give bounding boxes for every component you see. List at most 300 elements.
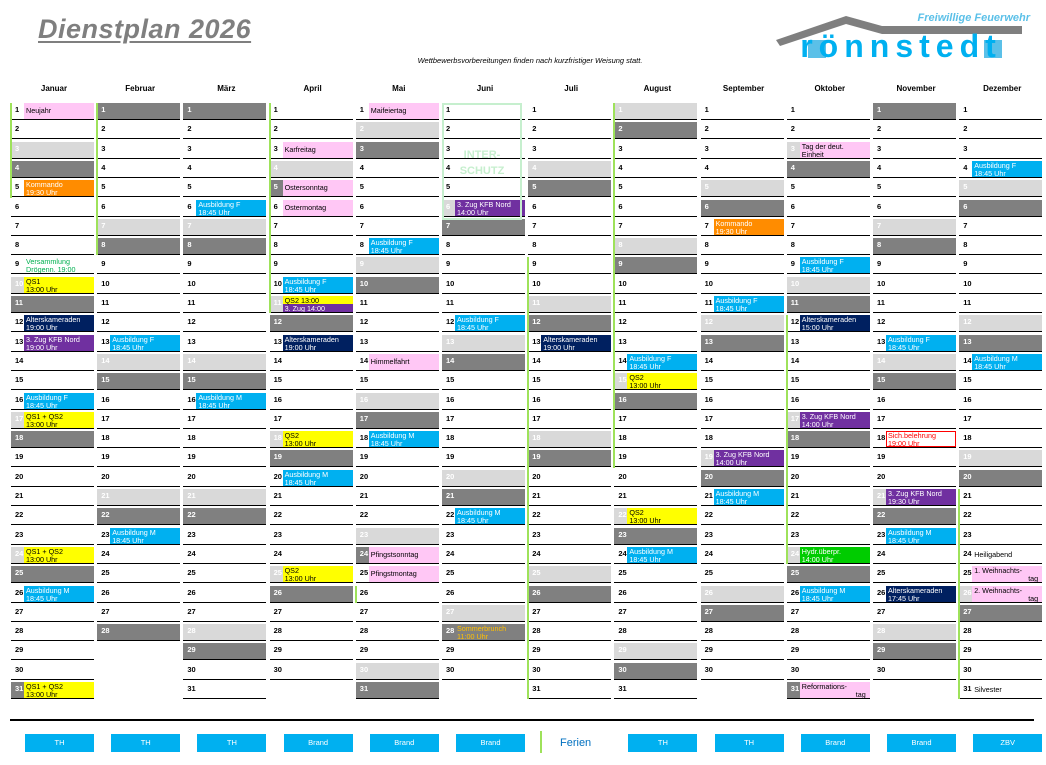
day-number: 4 <box>790 162 795 172</box>
day-cell <box>528 103 611 120</box>
day-number: 22 <box>187 510 196 520</box>
day-cell <box>701 103 784 120</box>
event-label: Ausbildung F 18:45 Uhr <box>112 334 155 352</box>
day-cell <box>11 354 94 371</box>
day-cell <box>270 412 353 429</box>
day-cell <box>270 547 353 564</box>
event-label: Ostersonntag <box>284 183 328 193</box>
day-number: 15 <box>101 375 110 385</box>
day-cell <box>183 450 266 467</box>
day-number: 27 <box>877 606 886 616</box>
day-number: 30 <box>273 664 282 674</box>
day-number: 2 <box>359 124 364 134</box>
day-cell <box>356 257 439 274</box>
day-cell <box>442 257 525 274</box>
day-number: 18 <box>273 433 282 443</box>
day-cell <box>614 431 697 448</box>
event-label: Alterskameraden 17:45 Uhr <box>888 585 943 603</box>
day-number: 13 <box>963 336 972 346</box>
day-number: 3 <box>532 143 537 153</box>
day-number: 10 <box>101 278 110 288</box>
day-cell <box>356 277 439 294</box>
day-number: 14 <box>446 355 455 365</box>
day-cell <box>614 624 697 641</box>
event-label: Versammlung Drögenn. 19:00 <box>26 257 76 275</box>
day-cell <box>701 566 784 583</box>
day-number: 18 <box>790 433 800 443</box>
day-number: 6 <box>877 201 882 211</box>
day-cell <box>11 586 94 603</box>
day-number: 7 <box>359 220 364 230</box>
day-number: 28 <box>359 626 369 636</box>
day-cell <box>959 431 1042 448</box>
day-cell <box>270 586 353 603</box>
day-number: 11 <box>101 298 110 307</box>
day-number: 25 <box>790 568 800 578</box>
legend-badge: TH <box>715 734 784 752</box>
day-cell <box>787 605 870 622</box>
day-number: 16 <box>618 394 627 404</box>
day-cell <box>442 142 525 159</box>
day-number: 9 <box>359 259 364 269</box>
day-cell <box>183 643 266 660</box>
day-number: 12 <box>446 317 455 327</box>
month-header-november: November <box>896 84 936 93</box>
day-cell <box>787 335 870 352</box>
day-number: 14 <box>963 355 972 365</box>
day-cell <box>614 566 697 583</box>
day-number: 3 <box>618 143 623 153</box>
day-cell <box>873 393 956 410</box>
day-cell <box>270 103 353 120</box>
day-number: 5 <box>446 182 451 192</box>
day-cell <box>873 257 956 274</box>
day-number: 16 <box>446 394 455 404</box>
day-number: 7 <box>446 220 451 230</box>
day-cell <box>528 122 611 139</box>
day-number: 2 <box>877 124 882 134</box>
day-number: 6 <box>704 201 709 211</box>
ferien-legend-bar <box>540 731 542 753</box>
day-number: 20 <box>15 471 24 481</box>
day-number: 10 <box>963 278 972 288</box>
day-number: 8 <box>101 240 106 250</box>
day-cell <box>787 586 870 603</box>
day-cell <box>356 643 439 660</box>
day-number: 24 <box>446 548 455 558</box>
day-cell <box>442 605 525 622</box>
day-number: 2 <box>790 124 795 134</box>
day-number: 27 <box>359 606 369 616</box>
day-number: 25 <box>963 568 972 578</box>
day-cell <box>787 122 870 139</box>
day-cell <box>270 566 353 583</box>
day-number: 1 <box>446 105 451 114</box>
day-cell <box>959 142 1042 159</box>
day-cell <box>442 431 525 448</box>
day-number: 30 <box>187 664 196 674</box>
day-number: 9 <box>963 259 968 269</box>
day-cell <box>11 257 94 274</box>
day-cell <box>528 315 611 332</box>
day-cell <box>528 470 611 487</box>
day-number: 6 <box>359 201 364 211</box>
day-cell <box>356 219 439 236</box>
event-label: QS2 13:00 Uhr <box>629 373 661 391</box>
event-label: Ausbildung M 18:45 Uhr <box>198 392 242 410</box>
day-number: 8 <box>704 240 709 250</box>
day-cell <box>270 489 353 506</box>
day-cell <box>183 470 266 487</box>
day-number: 8 <box>877 240 882 250</box>
day-number: 20 <box>963 471 972 481</box>
day-cell <box>270 624 353 641</box>
day-number: 17 <box>532 413 541 423</box>
day-number: 3 <box>187 143 192 153</box>
day-cell <box>11 489 94 506</box>
day-cell <box>959 238 1042 255</box>
day-number: 5 <box>15 182 20 192</box>
day-number: 15 <box>618 375 627 385</box>
day-number: 13 <box>790 336 800 346</box>
day-number: 12 <box>704 317 713 327</box>
day-cell <box>787 219 870 236</box>
day-cell <box>442 508 525 525</box>
day-cell <box>787 489 870 506</box>
day-cell <box>701 161 784 178</box>
legend-badge: TH <box>628 734 697 752</box>
day-number: 8 <box>187 240 192 250</box>
day-number: 30 <box>704 664 713 674</box>
day-cell <box>11 373 94 390</box>
event-label: Neujahr <box>26 106 52 115</box>
day-cell <box>959 586 1042 603</box>
day-cell <box>183 508 266 525</box>
day-number: 29 <box>446 645 455 655</box>
day-cell <box>873 122 956 139</box>
day-cell <box>787 142 870 159</box>
day-cell <box>787 257 870 274</box>
day-number: 23 <box>101 529 110 539</box>
day-cell <box>11 470 94 487</box>
day-number: 14 <box>790 355 800 365</box>
day-number: 13 <box>273 336 282 346</box>
day-number: 23 <box>790 529 800 539</box>
event-label: Ausbildung M 18:45 Uhr <box>974 353 1018 371</box>
day-number: 26 <box>101 587 110 597</box>
day-number: 31 <box>359 684 369 693</box>
day-number: 26 <box>877 587 886 597</box>
month-header-juni: Juni <box>476 84 494 93</box>
day-cell <box>270 238 353 255</box>
day-cell <box>356 200 439 217</box>
day-cell <box>11 219 94 236</box>
day-cell <box>873 180 956 197</box>
day-cell <box>959 643 1042 660</box>
day-number: 28 <box>187 626 196 636</box>
event-label: QS2 13:00 3. Zug 14:00 <box>284 296 325 313</box>
legend-badge: Brand <box>887 734 956 752</box>
day-number: 16 <box>963 394 972 404</box>
day-cell <box>701 180 784 197</box>
day-cell <box>183 547 266 564</box>
month-header-august: August <box>643 84 672 93</box>
day-number: 11 <box>273 298 282 307</box>
day-number: 24 <box>877 548 886 558</box>
day-number: 21 <box>273 491 282 500</box>
day-cell <box>528 624 611 641</box>
event-label: Ausbildung F 18:45 Uhr <box>629 353 672 371</box>
event-label: Pfingstmontag <box>370 569 417 579</box>
ferien-bar <box>269 103 271 313</box>
day-number: 27 <box>790 606 800 616</box>
month-header-september: September <box>722 84 765 93</box>
day-cell <box>11 508 94 525</box>
day-cell <box>11 450 94 467</box>
day-cell <box>614 315 697 332</box>
day-number: 25 <box>446 568 455 578</box>
day-number: 23 <box>618 529 627 539</box>
day-cell <box>442 566 525 583</box>
day-number: 26 <box>187 587 196 597</box>
day-cell <box>183 566 266 583</box>
day-number: 20 <box>618 471 627 481</box>
day-cell <box>97 605 180 622</box>
day-number: 10 <box>273 278 282 288</box>
day-number: 2 <box>963 124 968 134</box>
day-number: 28 <box>963 626 972 636</box>
day-cell <box>873 508 956 525</box>
month-header-märz: März <box>217 84 236 93</box>
day-cell <box>183 682 266 699</box>
day-number: 16 <box>704 394 713 404</box>
day-cell <box>873 103 956 120</box>
day-number: 10 <box>618 278 627 288</box>
day-number: 29 <box>15 645 24 655</box>
day-number: 11 <box>790 298 799 307</box>
event-label: Ausbildung M 18:45 Uhr <box>457 508 501 526</box>
day-number: 28 <box>618 626 627 636</box>
day-cell <box>97 431 180 448</box>
event-label: Ausbildung M 18:45 Uhr <box>715 489 760 506</box>
day-cell <box>11 431 94 448</box>
day-cell <box>183 335 266 352</box>
event-label: Alterskameraden 19:00 Uhr <box>26 315 81 333</box>
month-header-dezember: Dezember <box>983 84 1022 93</box>
day-cell <box>787 354 870 371</box>
day-number: 1 <box>618 105 623 114</box>
day-cell <box>183 431 266 448</box>
day-number: 25 <box>532 568 541 578</box>
day-cell <box>701 470 784 487</box>
day-cell <box>528 335 611 352</box>
day-cell <box>97 122 180 139</box>
day-number: 2 <box>273 124 278 134</box>
day-cell <box>97 277 180 294</box>
day-number: 14 <box>187 355 196 365</box>
day-number: 15 <box>15 375 24 385</box>
day-number: 18 <box>359 433 369 443</box>
day-number: 30 <box>963 664 972 674</box>
event-label: Ausbildung M 18:45 Uhr <box>888 527 932 545</box>
day-cell <box>442 547 525 564</box>
day-cell <box>97 335 180 352</box>
day-cell <box>614 277 697 294</box>
day-number: 31 <box>532 684 541 693</box>
event-label: 3. Zug KFB Nord 19:00 Uhr <box>26 334 80 352</box>
day-number: 9 <box>273 259 278 269</box>
day-cell <box>11 200 94 217</box>
day-cell <box>442 200 525 217</box>
day-number: 3 <box>273 143 278 153</box>
day-cell <box>442 354 525 371</box>
calendar-baseline <box>10 719 1034 721</box>
day-number: 19 <box>618 452 627 462</box>
day-number: 3 <box>446 143 451 153</box>
event-label: 3. Zug KFB Nord 14:00 Uhr <box>801 411 856 429</box>
day-cell <box>183 161 266 178</box>
day-number: 6 <box>790 201 795 211</box>
event-label: 3. Zug KFB Nord 14:00 Uhr <box>457 199 511 217</box>
day-number: 19 <box>273 452 282 462</box>
day-number: 8 <box>15 240 20 250</box>
event-label: Alterskameraden 15:00 Uhr <box>801 315 857 333</box>
day-number: 22 <box>101 510 110 520</box>
day-number: 5 <box>187 182 192 192</box>
day-cell <box>97 586 180 603</box>
day-number: 15 <box>187 375 196 385</box>
day-number: 16 <box>101 394 110 404</box>
day-cell <box>442 450 525 467</box>
day-cell <box>97 528 180 545</box>
day-cell <box>959 161 1042 178</box>
day-cell <box>701 547 784 564</box>
day-cell <box>959 412 1042 429</box>
day-number: 26 <box>15 587 24 597</box>
event-label: Himmelfahrt <box>370 356 410 366</box>
day-number: 14 <box>877 355 886 365</box>
day-cell <box>959 277 1042 294</box>
day-cell <box>701 528 784 545</box>
day-cell <box>183 354 266 371</box>
day-cell <box>270 161 353 178</box>
day-number: 2 <box>618 124 623 134</box>
day-cell <box>787 450 870 467</box>
day-number: 1 <box>273 105 278 114</box>
day-number: 16 <box>877 394 886 404</box>
day-cell <box>873 277 956 294</box>
day-cell <box>270 180 353 197</box>
day-number: 20 <box>704 471 713 481</box>
day-cell <box>270 257 353 274</box>
day-number: 11 <box>446 298 454 307</box>
day-cell <box>270 643 353 660</box>
day-cell <box>873 489 956 506</box>
day-cell <box>442 470 525 487</box>
day-number: 29 <box>187 645 196 655</box>
day-number: 13 <box>187 336 196 346</box>
day-number: 16 <box>187 394 196 404</box>
day-number: 8 <box>359 240 364 250</box>
day-number: 10 <box>532 278 541 288</box>
day-cell <box>701 277 784 294</box>
day-number: 14 <box>359 355 369 365</box>
day-cell <box>959 393 1042 410</box>
day-cell <box>959 547 1042 564</box>
day-number: 18 <box>187 433 196 443</box>
event-label: Hydr.überpr. 14:00 Uhr <box>801 546 841 564</box>
day-number: 7 <box>532 220 537 230</box>
day-number: 20 <box>877 471 886 481</box>
day-number: 12 <box>101 317 110 327</box>
day-number: 20 <box>790 471 800 481</box>
day-number: 7 <box>15 220 20 230</box>
day-number: 18 <box>446 433 455 443</box>
day-cell <box>356 547 439 564</box>
event-label: Ausbildung M 18:45 Uhr <box>370 431 415 449</box>
day-cell <box>270 296 353 313</box>
day-number: 17 <box>187 413 196 423</box>
day-cell <box>97 238 180 255</box>
day-number: 18 <box>618 433 627 443</box>
day-cell <box>442 335 525 352</box>
day-number: 1 <box>704 105 709 114</box>
day-cell <box>701 238 784 255</box>
day-cell <box>873 431 956 448</box>
day-cell <box>183 103 266 120</box>
day-number: 10 <box>704 278 713 288</box>
day-number: 21 <box>101 491 110 500</box>
day-cell <box>183 489 266 506</box>
day-number: 3 <box>704 143 709 153</box>
day-number: 19 <box>101 452 110 462</box>
day-number: 25 <box>618 568 627 578</box>
day-number: 27 <box>446 606 455 616</box>
day-cell <box>97 508 180 525</box>
day-number: 23 <box>187 529 196 539</box>
day-cell <box>528 161 611 178</box>
day-cell <box>528 412 611 429</box>
day-number: 27 <box>963 606 972 616</box>
day-cell <box>614 393 697 410</box>
day-number: 5 <box>101 182 106 192</box>
day-number: 6 <box>532 201 537 211</box>
day-number: 6 <box>15 201 20 211</box>
day-cell <box>270 605 353 622</box>
day-cell <box>97 219 180 236</box>
day-number: 15 <box>446 375 455 385</box>
day-cell <box>442 161 525 178</box>
day-cell <box>97 566 180 583</box>
event-label: Ausbildung M 18:45 Uhr <box>26 585 70 603</box>
day-number: 23 <box>963 529 972 539</box>
day-cell <box>356 393 439 410</box>
legend-badge: Brand <box>456 734 525 752</box>
day-cell <box>270 663 353 680</box>
day-cell <box>701 508 784 525</box>
day-number: 13 <box>101 336 110 346</box>
day-number: 7 <box>963 220 968 230</box>
day-number: 8 <box>273 240 278 250</box>
day-cell <box>11 643 94 660</box>
day-cell <box>528 296 611 313</box>
day-cell <box>873 624 956 641</box>
day-number: 8 <box>532 240 537 250</box>
day-number: 21 <box>532 491 541 500</box>
day-number: 24 <box>532 548 541 558</box>
day-cell <box>614 643 697 660</box>
day-cell <box>442 624 525 641</box>
